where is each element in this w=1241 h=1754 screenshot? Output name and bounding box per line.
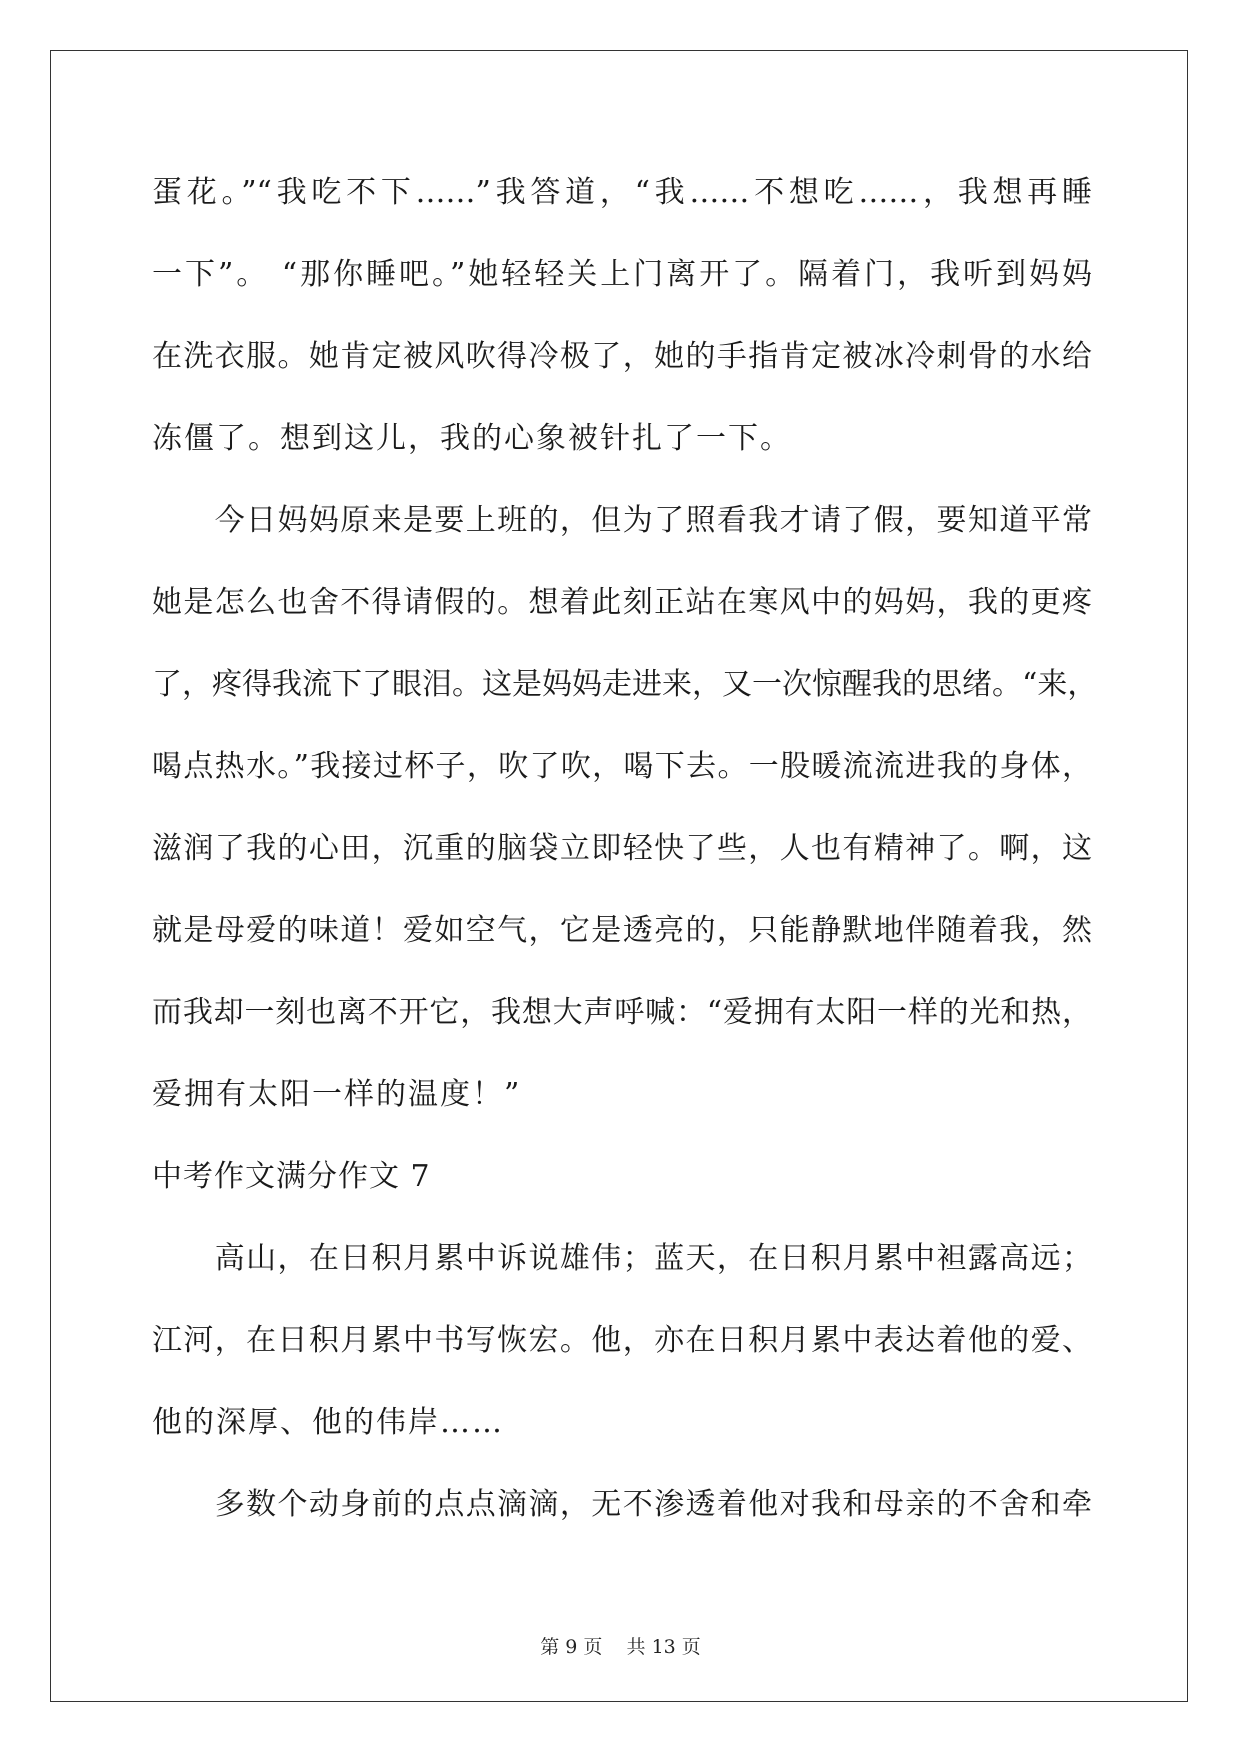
- text-line: 爱拥有太阳一样的温度！”: [152, 1077, 522, 1112]
- text-line: 就是母爱的味道！爱如空气，它是透亮的，只能静默地伴随着我，然: [152, 913, 1092, 948]
- document-body: [152, 152, 1098, 1546]
- page-number-footer: [0, 1632, 1241, 1659]
- section-heading: 中考作文满分作文 7: [152, 1159, 431, 1194]
- text-line: 高山，在日积月累中诉说雄伟；蓝天，在日积月累中袒露高远；: [152, 1241, 1092, 1276]
- text-line: 了，疼得我流下了眼泪。这是妈妈走进来，又一次惊醒我的思绪。“来，: [152, 667, 1098, 702]
- page-number-label: 第 9 页 共 13 页: [540, 1636, 701, 1658]
- text-line: 多数个动身前的点点滴滴，无不渗透着他对我和母亲的不舍和牵: [152, 1487, 1092, 1522]
- text-line: 今日妈妈原来是要上班的，但为了照看我才请了假，要知道平常: [152, 503, 1092, 538]
- text-line: 江河，在日积月累中书写恢宏。他，亦在日积月累中表达着他的爱、: [152, 1323, 1092, 1358]
- text-line: 蛋花。”“我吃不下……”我答道，“我……不想吃……，我想再睡: [152, 175, 1092, 210]
- text-line: 滋润了我的心田，沉重的脑袋立即轻快了些，人也有精神了。啊，这: [152, 831, 1092, 866]
- text-line: 喝点热水。”我接过杯子，吹了吹，喝下去。一股暖流流进我的身体，: [152, 749, 1092, 784]
- text-line: 而我却一刻也离不开它，我想大声呼喊：“爱拥有太阳一样的光和热，: [152, 995, 1092, 1030]
- text-line: 他的深厚、他的伟岸……: [152, 1405, 504, 1440]
- text-line: 她是怎么也舍不得请假的。想着此刻正站在寒风中的妈妈，我的更疼: [152, 585, 1092, 620]
- text-line: 在洗衣服。她肯定被风吹得冷极了，她的手指肯定被冰冷刺骨的水给: [152, 339, 1092, 374]
- text-line: 冻僵了。想到这儿，我的心象被针扎了一下。: [152, 421, 792, 456]
- text-line: 一下”。 “那你睡吧。”她轻轻关上门离开了。隔着门，我听到妈妈: [152, 257, 1092, 292]
